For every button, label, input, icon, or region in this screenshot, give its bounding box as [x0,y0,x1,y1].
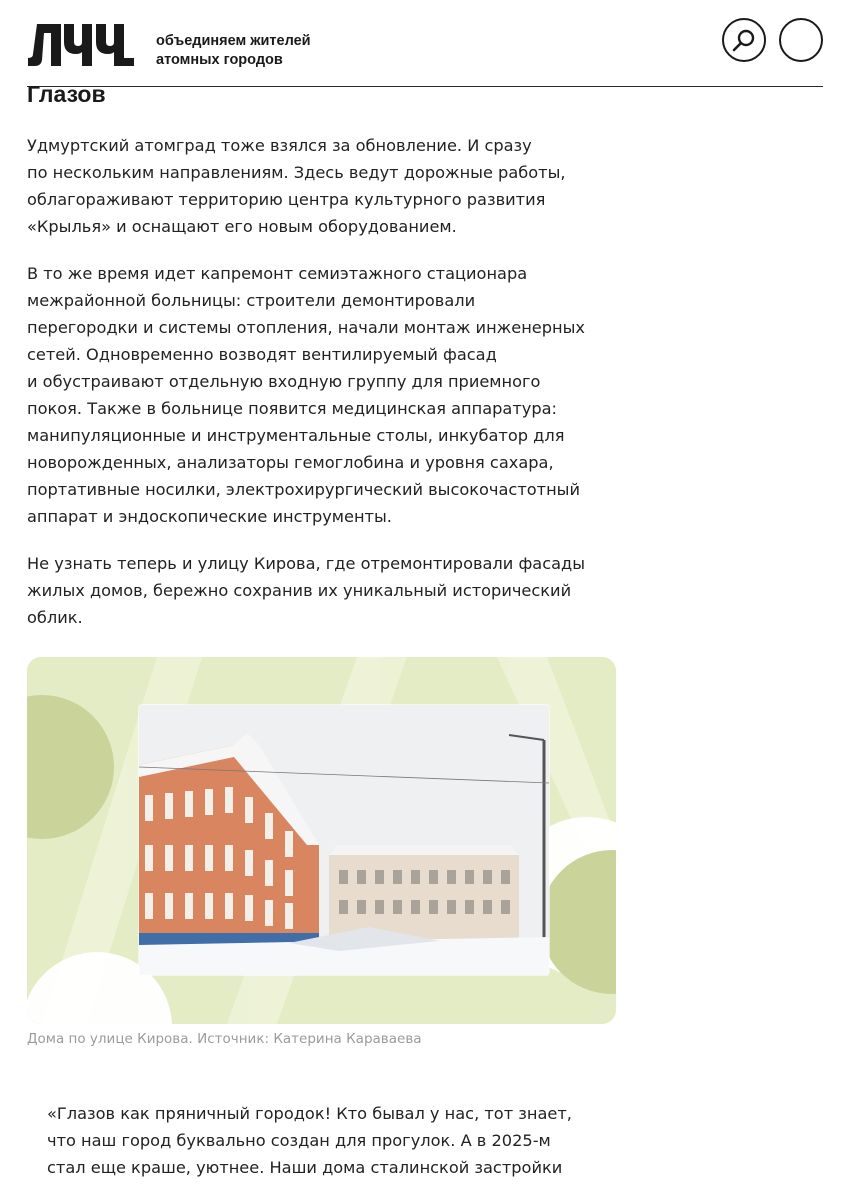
site-header [27,16,823,87]
text-line: В то же время идет капремонт семиэтажного стационара [27,264,528,283]
site-logo[interactable] [27,20,135,66]
tagline-line-2: атомных городов [156,52,283,68]
text-line: «Крылья» и оснащают его новым оборудованием. [27,217,457,236]
paragraph-1 [27,132,627,240]
text-line: облагораживают территорию центра культурного развития [27,190,546,209]
text-line: межрайонной больницы: строители демонтировали [27,291,476,310]
tagline-line-1: объединяем жителей [156,33,311,49]
quote-line: «Глазов как пряничный городок! Кто бывал у нас, тот знает, [47,1104,572,1123]
text-line: сетей. Одновременно возводят вентилируемый фасад [27,345,497,364]
logo-icon [27,20,135,66]
text-line: манипуляционные и инструментальные столы, инкубатор для [27,426,565,445]
text-line: перегородки и системы отопления, начали монтаж инженерных [27,318,585,337]
quote-line: стал еще краше, уютнее. Наши дома сталинской застройки [47,1158,563,1177]
quote-line: что наш город буквально создан для прогулок. А в 2025-м [47,1131,551,1150]
section-heading: Глазов [27,81,106,107]
text-line: жилых домов, бережно сохранив их уникальный исторический [27,581,572,600]
text-line: новорожденных, анализаторы гемоглобина и уровня сахара, [27,453,554,472]
photo-caption: Дома по улице Кирова. Источник: Катерина Караваева [27,1031,422,1047]
text-line: облик. [27,608,83,627]
text-line: аппарат и эндоскопические инструменты. [27,507,392,526]
paragraph-2 [27,260,627,530]
photo-card [27,657,616,1024]
search-icon [732,28,756,52]
menu-button[interactable] [779,18,823,62]
search-button[interactable] [722,18,766,62]
paragraph-3 [27,550,627,631]
text-line: и обустраивают отдельную входную группу для приемного [27,372,541,391]
street-photo-illustration [139,705,549,975]
text-line: Удмуртский атомград тоже взялся за обновление. И сразу [27,136,532,155]
site-tagline [156,32,311,70]
text-line: Не узнать теперь и улицу Кирова, где отремонтировали фасады [27,554,585,573]
quote-block [47,1100,572,1181]
text-line: покоя. Также в больнице появится медицинская аппаратура: [27,399,557,418]
text-line: портативные носилки, электрохирургический высокочастотный [27,480,580,499]
kirova-street-photo[interactable] [139,705,549,975]
text-line: по нескольким направлениям. Здесь ведут дорожные работы, [27,163,566,182]
